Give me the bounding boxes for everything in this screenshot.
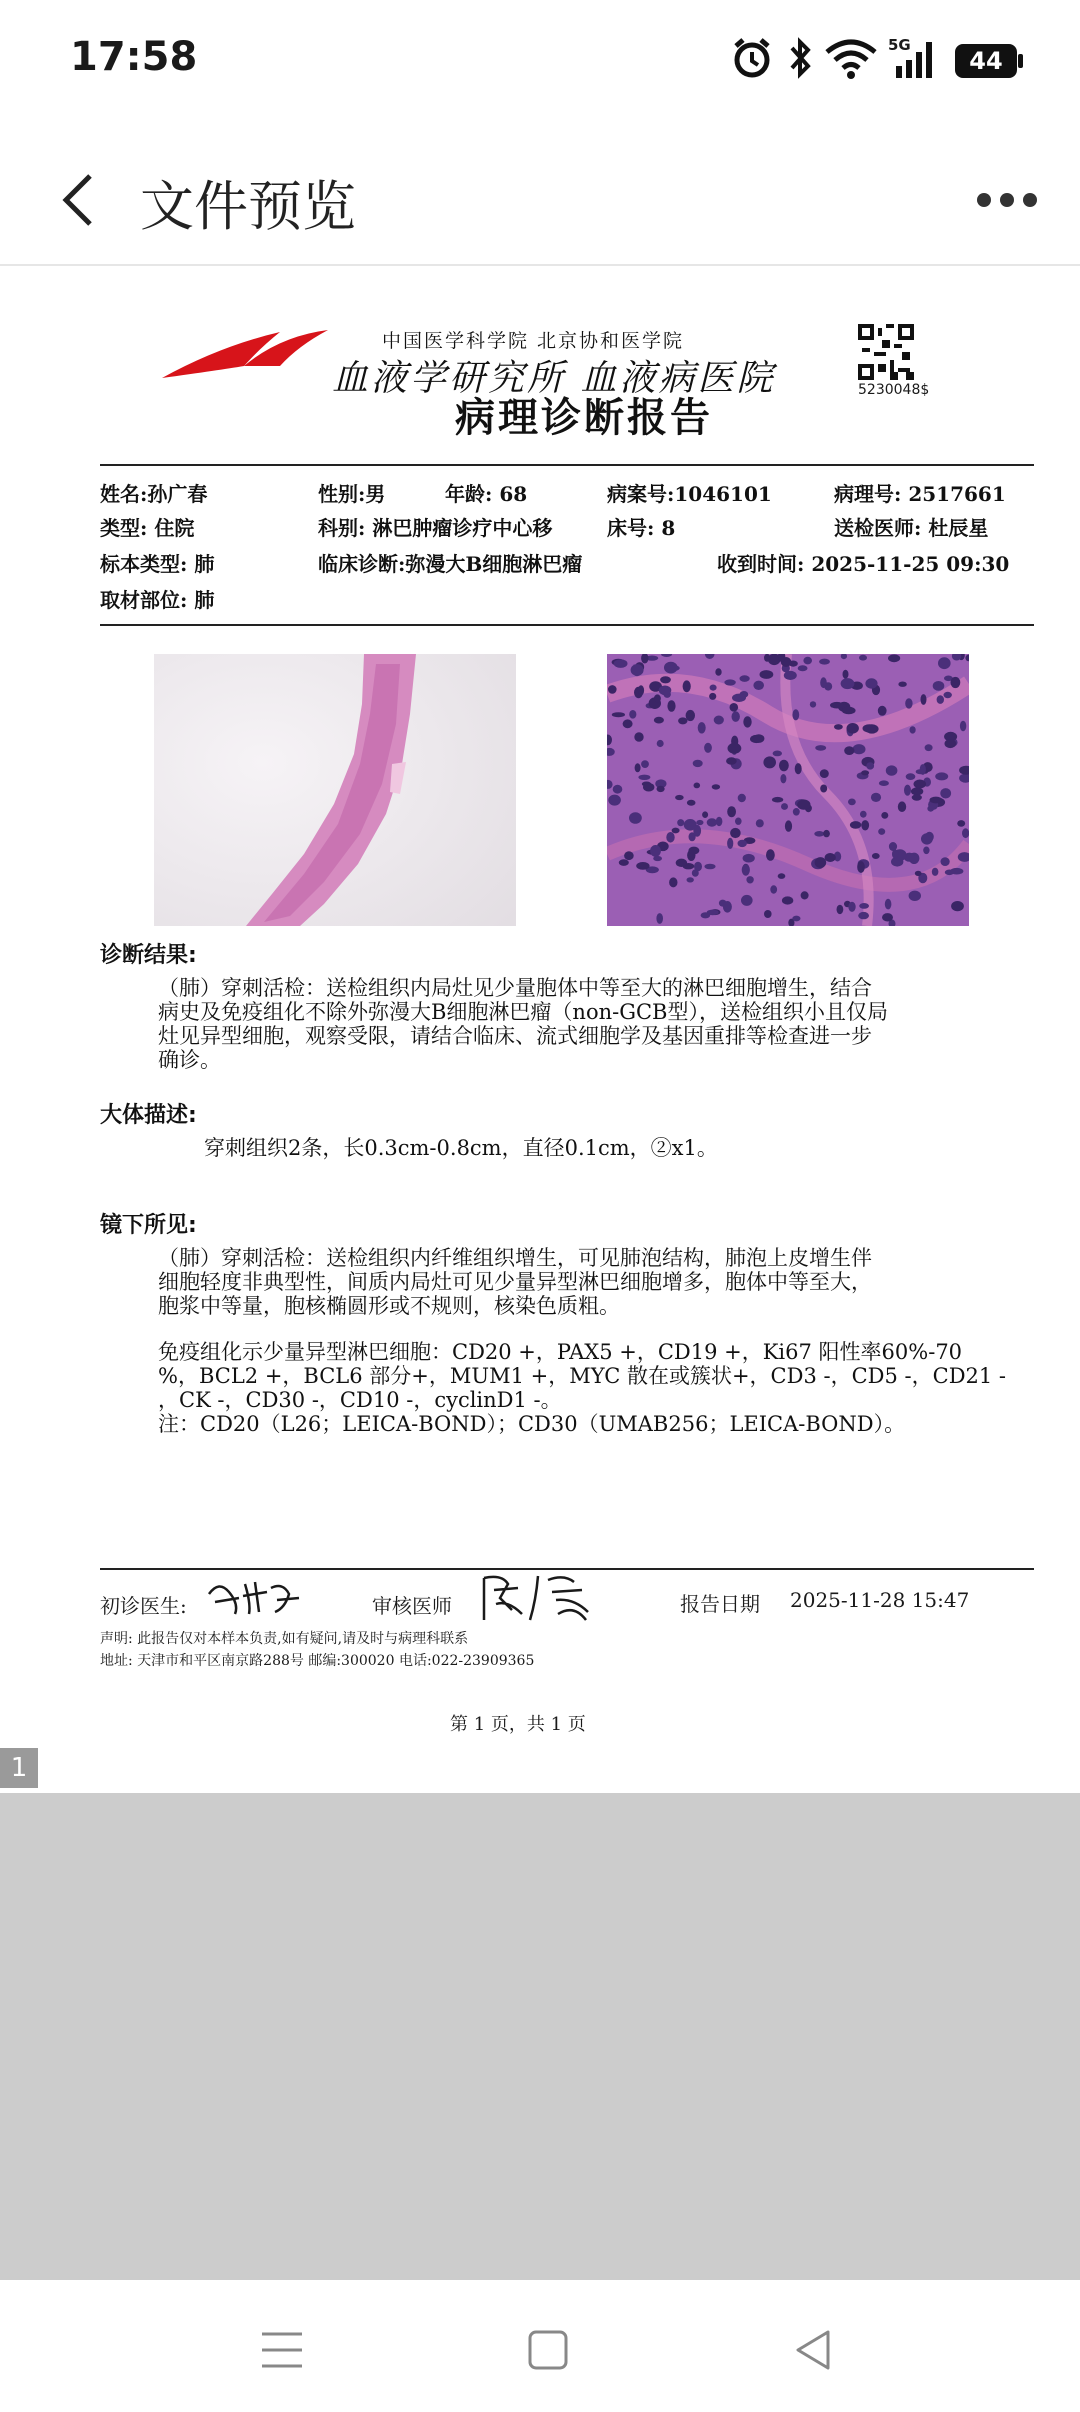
micrograph-low-power xyxy=(154,654,516,926)
hospital-logo xyxy=(160,318,340,388)
app-bar xyxy=(0,136,1080,266)
reviewer-label: 审核医师 xyxy=(372,1594,452,1618)
info-divider xyxy=(100,624,1034,626)
battery-tip xyxy=(1018,54,1023,68)
pathology-number: 病理号: 2517661 xyxy=(834,482,1006,506)
hospital-name-line1: 中国医学科学院 北京协和医学院 xyxy=(382,330,685,352)
more-options-icon[interactable] xyxy=(970,172,1044,228)
patient-type: 类型: 住院 xyxy=(100,516,195,540)
patient-name: 姓名:孙广春 xyxy=(100,482,208,506)
first-doctor-signature xyxy=(205,1574,305,1620)
diagnosis-text: （肺）穿刺活检：送检组织内局灶见少量胞体中等至大的淋巴细胞增生，结合 病史及免疫组化不除外弥漫大B细胞淋巴瘤（non-GCB型），送检组织小且仅局 灶见异型细胞，观察受限，请结合临床、流式细胞学及基因重排等检查进一步 确诊。 xyxy=(158,976,888,1072)
battery-icon xyxy=(955,44,1017,78)
statement-text: 声明: 此报告仅对本样本负责,如有疑问,请及时与病理科联系 xyxy=(100,1631,469,1647)
first-doctor-label: 初诊医生: xyxy=(100,1594,187,1618)
report-date-label: 报告日期 xyxy=(680,1592,760,1616)
submitting-doctor: 送检医师: 杜辰星 xyxy=(834,516,989,540)
menu-icon[interactable] xyxy=(252,2320,312,2380)
page-title: 文件预览 xyxy=(140,175,356,238)
report-title: 病理诊断报告 xyxy=(455,395,713,441)
hospital-name-line2: 血液学研究所 血液病医院 xyxy=(332,358,776,399)
page-number-label: 第 1 页，共 1 页 xyxy=(450,1714,586,1735)
battery-level: 44 xyxy=(969,47,1003,75)
reviewer-signature xyxy=(478,1570,598,1626)
patient-age: 年龄: 68 xyxy=(445,482,528,506)
gross-description-text: 穿刺组织2条，长0.3cm-0.8cm，直径0.1cm，②x1。 xyxy=(204,1136,718,1160)
clinical-diagnosis: 临床诊断:弥漫大B细胞淋巴瘤 xyxy=(318,552,583,576)
status-time: 17:58 xyxy=(70,34,198,80)
back-arrow-icon[interactable] xyxy=(44,162,120,238)
department: 科别: 淋巴肿瘤诊疗中心移 xyxy=(318,516,553,540)
header-divider xyxy=(100,464,1034,466)
qr-code-image xyxy=(858,324,914,380)
home-icon[interactable] xyxy=(518,2320,578,2380)
microscopic-text: （肺）穿刺活检：送检组织内纤维组织增生，可见肺泡结构，肺泡上皮增生伴 细胞轻度非典型性，间质内局灶可见少量异型淋巴细胞增多，胞体中等至大， 胞浆中等量，胞核椭圆形或不规则，核染色质粗。 xyxy=(158,1246,872,1318)
bluetooth-icon xyxy=(786,36,814,80)
gross-description-heading: 大体描述: xyxy=(100,1103,197,1128)
qr-code-number: 5230048$ xyxy=(858,382,930,398)
micrograph-high-power xyxy=(607,654,969,926)
immunohistochemistry-text: 免疫组化示少量异型淋巴细胞：CD20 +，PAX5 +，CD19 +，Ki67 阳性率60%-70 %，BCL2 +，BCL6 部分+，MUM1 +，MYC 散在或簇状+，CD3 -，CD5 -，CD21 - ，CK -，CD30 -，CD10 -，cyclinD1 -。 注：CD20（L26；LEICA-BOND）；CD30（UMAB256；LEICA-BOND）。 xyxy=(158,1340,1007,1436)
page-index-badge: 1 xyxy=(0,1748,38,1788)
case-number: 病案号:1046101 xyxy=(607,482,772,506)
address-text: 地址: 天津市和平区南京路288号 邮编:300020 电话:022-23909365 xyxy=(100,1653,535,1669)
patient-gender: 性别:男 xyxy=(318,482,386,506)
microscopic-heading: 镜下所见: xyxy=(100,1213,197,1238)
sampling-site: 取材部位: 肺 xyxy=(100,588,215,612)
report-date: 2025-11-28 15:47 xyxy=(790,1588,970,1612)
received-time: 收到时间: 2025-11-25 09:30 xyxy=(717,552,1010,576)
viewer-background xyxy=(0,1793,1080,2280)
document-page[interactable] xyxy=(0,268,1080,1788)
alarm-icon xyxy=(730,36,774,80)
network-type: 5G xyxy=(888,36,911,54)
signal-icon xyxy=(892,36,940,80)
navigation-bar xyxy=(0,2280,1080,2412)
bed-number: 床号: 8 xyxy=(607,516,676,540)
diagnosis-heading: 诊断结果: xyxy=(100,943,197,968)
specimen-type: 标本类型: 肺 xyxy=(100,552,215,576)
wifi-icon xyxy=(824,36,878,80)
back-triangle-icon[interactable] xyxy=(784,2320,844,2380)
